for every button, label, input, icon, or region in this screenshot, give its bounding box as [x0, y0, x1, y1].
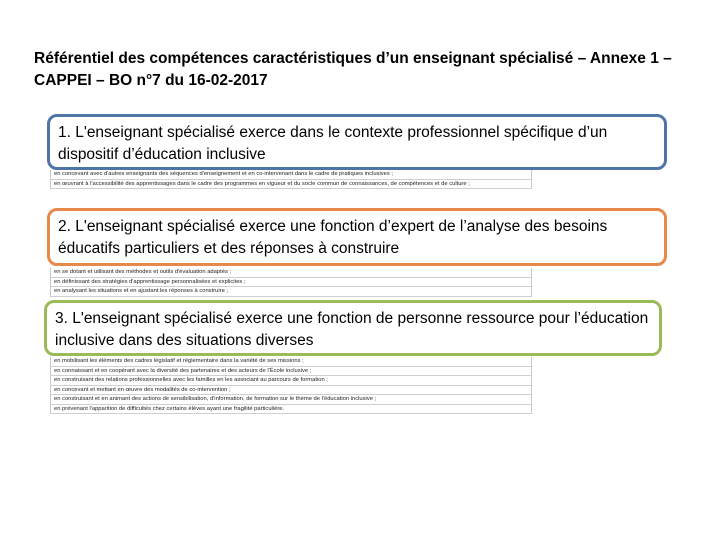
- competence-list-2: [50, 268, 532, 297]
- list-item: en définissant des stratégies d'apprentissage personnalisées et explicites ;: [51, 278, 531, 288]
- section-heading-box-2: [47, 208, 667, 266]
- page-title: Référentiel des compétences caractéristiques d’un enseignant spécialisé – Annexe 1 – CAPPEI – BO n°7 du 16-02-2017: [34, 50, 672, 89]
- list-item: en concevant avec d'autres enseignants des séquences d'enseignement et en co-intervenant dans le cadre de pratiques inclusives ;: [51, 170, 531, 180]
- section-heading-box-3: [44, 300, 662, 356]
- list-item: en concevant et mettant en œuvre des modalités de co-intervention ;: [51, 386, 531, 396]
- section-heading: 2. L'enseignant spécialisé exerce une fonction d’expert de l’analyse des besoins éducatifs particuliers et des réponses à construire: [58, 218, 608, 257]
- list-item: en construisant des relations professionnelles avec les familles en les associant au parcours de formation ;: [51, 376, 531, 386]
- section-heading: 3. L'enseignant spécialisé exerce une fonction de personne ressource pour l’éducation inclusive dans des situations diverses: [55, 310, 649, 349]
- section-heading: 1. L'enseignant spécialisé exerce dans le contexte professionnel spécifique d’un dispositif d’éducation inclusive: [58, 124, 608, 163]
- competence-list-3: [50, 357, 532, 414]
- list-item: en analysant les situations et en ajustant les réponses à construire ;: [51, 287, 531, 297]
- list-item: en construisant et en animant des actions de sensibilisation, d'information, de formation sur le thème de l'éducation inclusive ;: [51, 395, 531, 405]
- section-heading-box-1: [47, 114, 667, 170]
- list-item: en mobilisant les éléments des cadres législatif et réglementaire dans la variété de ses missions ;: [51, 357, 531, 367]
- competence-list-1: [50, 170, 532, 189]
- list-item: en œuvrant à l'accessibilité des apprentissages dans le cadre des programmes en vigueur et du socle commun de connaissances, de compétences et de culture ;: [51, 180, 531, 190]
- list-item: en connaissant et en coopérant avec la diversité des partenaires et des acteurs de l'École inclusive ;: [51, 367, 531, 377]
- list-item: en se dotant et utilisant des méthodes et outils d'évaluation adaptés ;: [51, 268, 531, 278]
- list-item: en prévenant l'apparition de difficultés chez certains élèves ayant une fragilité particulière.: [51, 405, 531, 415]
